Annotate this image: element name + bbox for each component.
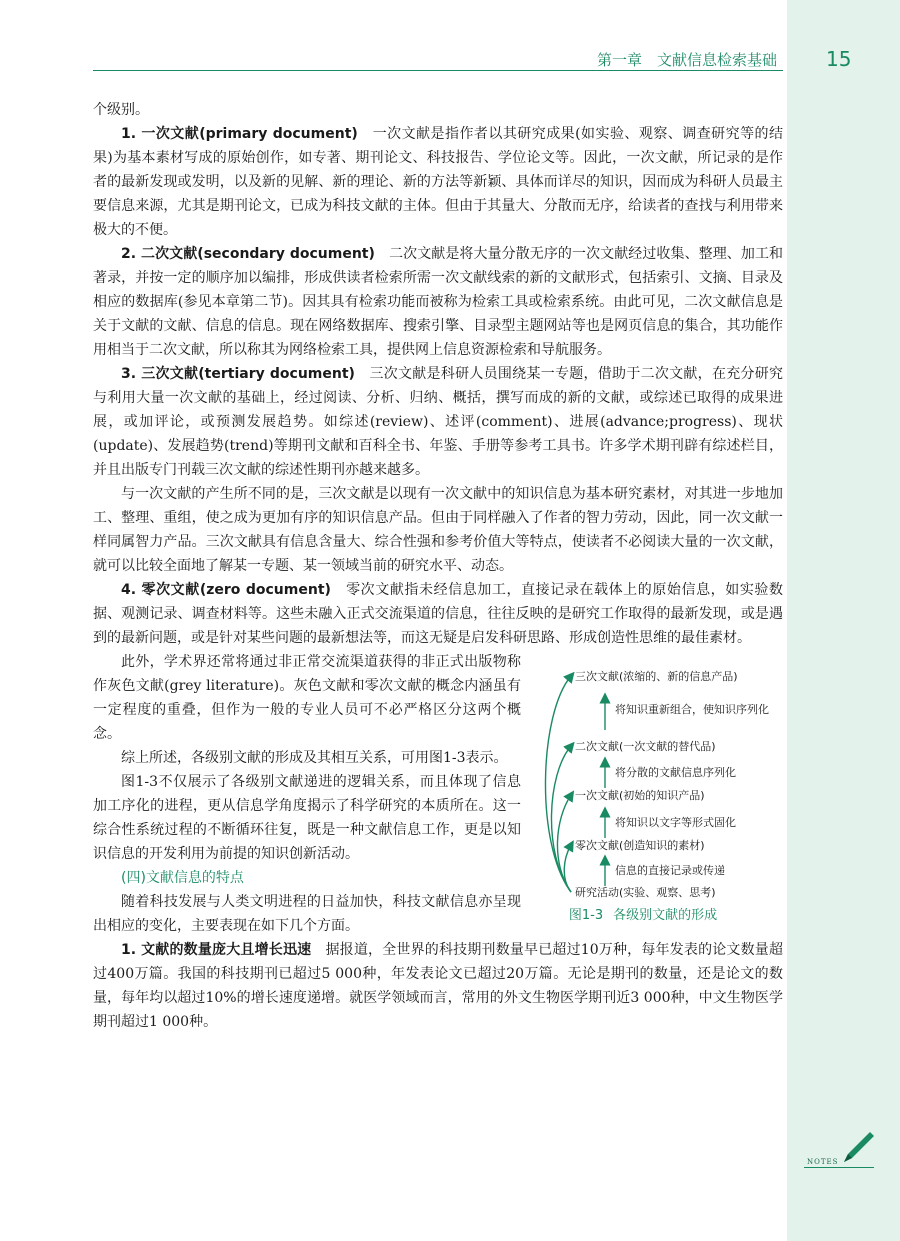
term-heading: 3. 三次文献(tertiary document) bbox=[121, 366, 355, 382]
step-solidify: 将知识以文字等形式固化 bbox=[615, 816, 736, 829]
notes-rule bbox=[804, 1167, 874, 1168]
step-recombine: 将知识重新组合，使知识序列化 bbox=[615, 703, 769, 716]
term-heading: 1. 一次文献(primary document) bbox=[121, 126, 358, 142]
chapter-header: 第一章 文献信息检索基础 bbox=[596, 51, 777, 69]
literature-levels-diagram bbox=[533, 654, 783, 904]
paragraph: 与一次文献的产生所不同的是，三次文献是以现有一次文献中的知识信息为基本研究素材，对其进一步地加工、整理、重组，使之成为更加有序的知识信息产品。但由于同样融入了作者的智力劳动，因此，同一次文献一样同属智力产品。三次文献具有信息含量大、综合性强和参考价值大等特点，使读者不必阅读大量的一次文献，就可以比较全面地了解某一专题、某一领域当前的研究水平、动态。 bbox=[93, 486, 783, 574]
section-heading: (四)文献信息的特点 bbox=[121, 870, 244, 886]
level-research-activity: 研究活动(实验、观察、思考) bbox=[575, 886, 716, 899]
header-rule bbox=[93, 70, 783, 71]
term-heading: 2. 二次文献(secondary document) bbox=[121, 246, 375, 262]
paragraph: 随着科技发展与人类文明进程的日益加快，科技文献信息亦呈现出相应的变化，主要表现在如下几个方面。 bbox=[93, 894, 521, 934]
level-primary: 一次文献(初始的知识产品) bbox=[575, 789, 705, 802]
level-secondary: 二次文献(一次文献的替代品) bbox=[575, 740, 716, 753]
level-tertiary: 三次文献(浓缩的、新的信息产品) bbox=[575, 670, 738, 683]
paragraph-volume-growth: 1. 文献的数量庞大且增长迅速 据报道，全世界的科技期刊数量早已超过10万种，每年发表的论文数量超过400万篇。我国的科技期刊已超过5 000种，年发表论文已超过20万篇。无论是期刊的数量，还是论文的数量，每年均以超过10%的增长速度递增。就医学领域而言，常用的外文生物医学期刊近3 000种，中文生物医学期刊超过1 000种。 bbox=[93, 942, 783, 1030]
paragraph-zero-document: 4. 零次文献(zero document) 零次文献指未经信息加工，直接记录在载体上的原始信息，如实验数据、观测记录、调查材料等。这些未融入正式交流渠道的信息，往往反映的是研究工作取得的最新发现，或是遇到的最新问题，或是针对某些问题的最新想法等，而这无疑是启发科研思路、形成创造性思维的最佳素材。 bbox=[93, 582, 784, 646]
paragraph: 综上所述，各级别文献的形成及其相互关系，可用图1-3表示。 bbox=[121, 750, 508, 766]
figure-caption: 图1-3 各级别文献的形成 bbox=[568, 908, 718, 923]
notes-margin-strip bbox=[787, 0, 900, 1241]
figure-1-3 bbox=[533, 654, 783, 930]
paragraph: 个级别。 bbox=[93, 102, 149, 118]
paragraph: 图1-3不仅展示了各级别文献递进的逻辑关系，而且体现了信息加工序化的进程，更从信息学角度揭示了科学研究的本质所在。这一综合性系统过程的不断循环往复，既是一种文献信息工作，更是以知识信息的开发利用为前提的知识创新活动。 bbox=[93, 774, 521, 862]
paragraph-secondary-document: 2. 二次文献(secondary document) 二次文献是将大量分散无序的一次文献经过收集、整理、加工和著录，并按一定的顺序加以编排，形成供读者检索所需一次文献线索的新的文献形式，包括索引、文摘、目录及相应的数据库(参见本章第二节)。因其具有检索功能而被称为检索工具或检索系统。由此可见，二次文献信息是关于文献的文献、信息的信息。现在网络数据库、搜索引擎、目录型主题网站等也是网页信息的集合，其功能作用相当于二次文献，所以称其为网络检索工具，提供网上信息资源检索和导航服务。 bbox=[93, 246, 784, 358]
step-sequence: 将分散的文献信息序列化 bbox=[615, 766, 736, 779]
page-number: 15 bbox=[826, 47, 852, 71]
term-heading: 4. 零次文献(zero document) bbox=[121, 582, 331, 598]
notes-label: NOTES bbox=[807, 1158, 839, 1166]
curved-arrow-icon bbox=[564, 845, 571, 892]
pen-icon bbox=[838, 1128, 878, 1168]
paragraph-grey-literature: 此外，学术界还常将通过非正常交流渠道获得的非正式出版物称作灰色文献(grey literature)。灰色文献和零次文献的概念内涵虽有一定程度的重叠，但作为一般的专业人员可不必严格区分这两个概念。 bbox=[93, 654, 521, 742]
term-heading: 1. 文献的数量庞大且增长迅速 bbox=[121, 942, 312, 958]
paragraph-primary-document: 1. 一次文献(primary document) 一次文献是指作者以其研究成果(如实验、观察、调查研究等的结果)为基本素材写成的原始创作，如专著、期刊论文、科技报告、学位论文等。因此，一次文献，所记录的是作者的最新发现或发明，以及新的见解、新的理论、新的方法等新颖、具体而详尽的知识，因而成为科研人员最主要信息来源，尤其是期刊论文，已成为科技文献的主体。但由于其量大、分散而无序，给读者的查找与利用带来极大的不便。 bbox=[93, 126, 784, 238]
body-text bbox=[93, 98, 783, 1034]
level-zero: 零次文献(创造知识的素材) bbox=[575, 839, 705, 852]
paragraph-tertiary-document: 3. 三次文献(tertiary document) 三次文献是科研人员围绕某一专题，借助于二次文献，在充分研究与利用大量一次文献的基础上，经过阅读、分析、归纳、概括，撰写而成的新的文献，或综述已取得的成果进展，或加评论，或预测发展趋势。如综述(review)、述评(comment)、进展(advance;progress)、现状(update)、发展趋势(trend)等期刊文献和百科全书、年鉴、手册等参考工具书。许多学术期刊辟有综述栏目，并且出版专门刊载三次文献的综述性期刊亦越来越多。 bbox=[93, 366, 784, 478]
step-record: 信息的直接记录或传递 bbox=[615, 864, 725, 877]
